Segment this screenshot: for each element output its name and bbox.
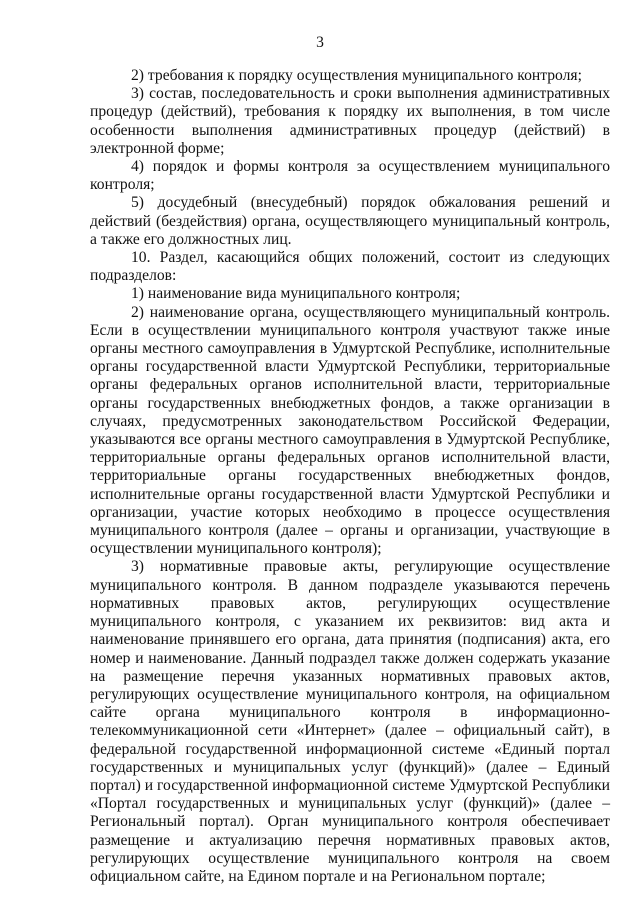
paragraph-subsection-2-authority: 2) наименование органа, осуществляющего муниципальный контроль. Если в осуществлении муниципального контроля участвуют также иные органы местного самоуправления в Удмуртской Республике, исполнительные органы государственной власти Удмуртской Республики, территориальные органы федеральных органов исполнительной власти, территориальные органы государственных внебюджетных фондов, а также организации в случаях, предусмотренных законодательством Российской Федерации, указываются все органы местного самоуправления в Удмуртской Республике, территориальные органы федеральных органов исполнительной власти, территориальные органы государственных внебюджетных фондов, исполнительные органы государственной власти Удмуртской Республики и организации, участие которых необходимо в процессе осуществления муниципального контроля (далее – органы и организации, участвующие в осуществлении муниципального контроля); xyxy=(90,303,610,558)
document-body xyxy=(90,67,610,886)
page-number: 3 xyxy=(316,34,324,51)
paragraph-item-2-requirements: 2) требования к порядку осуществления муниципального контроля; xyxy=(131,67,582,84)
paragraph-section-10: 10. Раздел, касающийся общих положений, состоит из следующих подразделов: xyxy=(90,249,610,285)
paragraph-item-4-control-forms: 4) порядок и формы контроля за осуществлением муниципального контроля; xyxy=(90,158,610,194)
paragraph-item-3-procedures: 3) состав, последовательность и сроки выполнения административных процедур (действий), требования к порядку их выполнения, в том числе особенности выполнения административных процедур (действий) в электронной форме; xyxy=(90,85,610,157)
paragraph-item-5-appeal: 5) досудебный (внесудебный) порядок обжалования решений и действий (бездействия) органа, осуществляющего муниципальный контроль, а также его должностных лиц. xyxy=(90,194,610,248)
paragraph-subsection-3-legal-acts: 3) нормативные правовые акты, регулирующие осуществление муниципального контроля. В данном подразделе указываются перечень нормативных правовых актов, регулирующих осуществление муниципального контроля, с указанием их реквизитов: вид акта и наименование принявшего его органа, дата принятия (подписания) акта, его номер и наименование. Данный подраздел также должен содержать указание на размещение перечня указанных нормативных правовых актов, регулирующих осуществление муниципального контроля, на официальном сайте органа муниципального контроля в информационно-телекоммуникационной сети «Интернет» (далее – официальный сайт), в федеральной государственной информационной системе «Единый портал государственных и муниципальных услуг (функций)» (далее – Единый портал) и государственной информационной системе Удмуртской Республики «Портал государственных и муниципальных услуг (функций)» (далее – Региональный портал). Орган муниципального контроля обеспечивает размещение и актуализацию перечня нормативных правовых актов, регулирующих осуществление муниципального контроля на своем официальном сайте, на Едином портале и на Региональном портале; xyxy=(90,558,610,885)
paragraph-subsection-1-name: 1) наименование вида муниципального контроля; xyxy=(131,285,461,303)
